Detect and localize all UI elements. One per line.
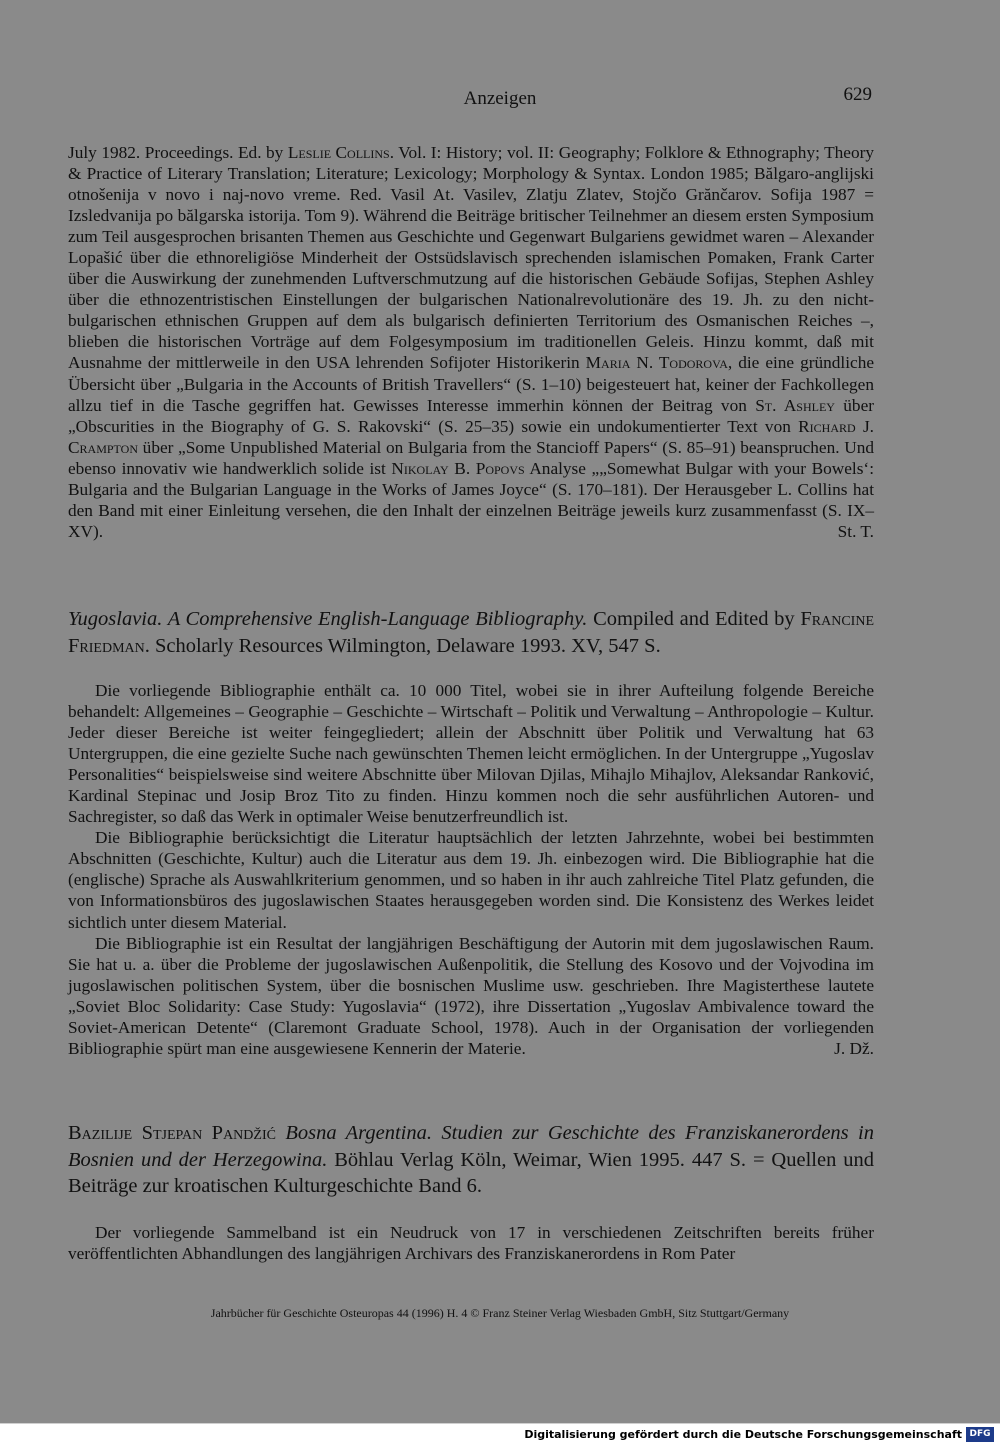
- review-text: . Vol. I: History; vol. II: Geography; Folklore & Ethnography; Theory & Practice of Literary Translation; Literature; Lexicology; Morphology & Syntax. London 1985; Bălgaro-anglijski otnošenija v novo i naj-novo vreme. Red. Vasil At. Vasilev, Zlatju Zlatev, Stojčo Grănčarov. Sofija 1987 = Izsledvanija po bălgarska istorija. Tom 9). Während die Beiträge britischer Teilnehmer an diesem ersten Symposium zum Teil ausgesprochen brisanten Themen aus Geschichte und Gegenwart Bulgariens gewidmet waren – Alexander Lopašić über die ethnoreligiöse Minderheit der Ostsüdslavisch sprechenden islamischen Pomaken, Frank Carter über die Auswirkung der zunehmenden Luftverschmutzung auf die historischen Gebäude Sofijas, Stephen Ashley über die ethnozentristischen Einstellungen der bulgarischen Nationalrevolutionäre des 19. Jh. zu den nicht-bulgarischen ethnischen Gruppen auf dem als bulgarisch definierten Territorium des Osmanischen Reiches –, blieben die historischen Vorträge auf dem Folgesymposium im traditionellen Geleis. Hinzu kommt, daß mit Ausnahme der mittlerweile in den USA lehrenden Sofijoter Historikerin: [68, 143, 874, 373]
- paragraph: Die Bibliographie berücksichtigt die Literatur hauptsächlich der letzten Jahrzehnte, wobei bei bestimmten Abschnitten (Geschichte, Kultur) auch die Literatur aus dem 19. Jh. einbezogen wird. Die Bibliographie hat die (englische) Sprache als Auswahlkriterium genommen, und so haben in ihr auch zahlreiche Titel Platz gefunden, die von Informationsbüros des jugoslawischen Staates herausgegeben worden sind. Die Konsistenz des Werkes leidet sichtlich unter diesem Material.: [68, 828, 874, 932]
- review-text: Analyse „„Somewhat Bulgar with your Bowels‘: Bulgaria and the Bulgarian Language in the Works of James Joyce“ (S. 170–181). Der Herausgeber L. Collins hat den Band mit einer Einleitung versehen, die den Inhalt der einzelnen Beiträge jeweils kurz zusammenfasst (S. IX–XV).: [68, 458, 874, 541]
- book-title: Yugoslavia. A Comprehensive English-Language Bibliography.: [68, 608, 588, 630]
- review-text: über „Some Unpublished Material on Bulgaria from the Stancioff Papers“ (S. 85–91) beanspruchen. Und ebenso innovativ wie handwerklich solide ist: [68, 437, 874, 478]
- paragraph: Die Bibliographie ist ein Resultat der langjährigen Beschäftigung der Autorin mit dem jugoslawischen Raum. Sie hat u. a. über die Probleme der jugoslawischen Außenpolitik, die Stellung des Kosovo und der Vojvodina im jugoslawischen politischen System, über die bosnischen Muslime usw. geschrieben. Ihre Magisterthese lautete „Soviet Bloc Solidarity: Case Study: Yugoslavia“ (1972), ihre Dissertation „Yugoslav Ambivalence toward the Soviet-American Detente“ (Claremont Graduate School, 1978). Auch in der Organisation der vorliegenden Bibliographie spürt man eine ausgewiesene Kennerin der Materie.: [68, 933, 874, 1058]
- review-text: über „Obscurities in the Biography of G. S. Rakovski“ (S. 25–35) sowie ein undokumentierter Text von: [68, 395, 874, 436]
- journal-citation: Jahrbücher für Geschichte Osteuropas 44 (1996) H. 4 © Franz Steiner Verlag Wiesbaden GmbH, Sitz Stuttgart/Germany: [210, 1306, 790, 1320]
- review-bosna: [68, 1222, 874, 1264]
- book-title: Bosna Argentina. Studien zur Geschichte des Franziskanerordens in Bosnien und der Herzegowina.: [68, 1122, 874, 1171]
- entry-text: Böhlau Verlag Köln, Weimar, Wien 1995. 447 S. = Quellen und Beiträge zur kroatischen Kulturgeschichte Band 6.: [68, 1148, 874, 1197]
- page-number: 629: [843, 84, 872, 105]
- author-name: Bazilije Stjepan Pandžić: [68, 1122, 276, 1144]
- bibliographic-entry-bosna: [68, 1120, 874, 1200]
- review-text: July 1982. Proceedings. Ed. by: [68, 143, 288, 162]
- reviewer-signature: J. Dž.: [834, 1038, 874, 1058]
- bibliographic-entry-yugoslavia: [68, 606, 874, 659]
- editor-name: Francine Friedman: [68, 608, 874, 657]
- editor-name: Leslie Collins: [287, 143, 390, 162]
- dfg-funding-bar: [0, 1423, 1000, 1447]
- entry-text: . Scholarly Resources Wilmington, Delaware 1993. XV, 547 S.: [144, 634, 661, 657]
- review-text: , die eine gründliche Übersicht über „Bulgaria in the Accounts of British Travellers“ (S. 1–10) beigesteuert hat, keiner der Fachkollegen allzu tief in die Tasche gegriffen hat. Gewisses Interesse immerhin können der Beitrag von: [68, 353, 875, 415]
- paragraph: Der vorliegende Sammelband ist ein Neudruck von 17 in verschiedenen Zeitschriften bereits früher veröffentlichten Abhandlungen des langjährigen Archivars des Franziskanerordens in Rom Pater: [68, 1223, 874, 1264]
- paragraph: Die vorliegende Bibliographie enthält ca. 10 000 Titel, wobei sie in ihrer Aufteilung folgende Bereiche behandelt: Allgemeines – Geographie – Geschichte – Wirtschaft – Politik und Verwaltung – Anthropologie – Kultur. Jeder dieser Bereiche ist weiter feingegliedert; allein der Abschnitt über Politik und Verwaltung hat 63 Untergruppen, die eine gezielte Suche nach gewünschten Themen leicht ermöglichen. In der Untergruppe „Yugoslav Personalities“ beispielsweise sind weitere Abschnitte über Milovan Djilas, Mihajlo Mihajlov, Aleksandar Ranković, Kardinal Stepinac und Josip Broz Tito zu finden. Hinzu kommen noch die sehr ausführlichen Autoren- und Sachregister, so daß das Werk in optimaler Weise benutzerfreundlich ist.: [68, 681, 874, 827]
- author-name: Nikolay B. Popovs: [391, 458, 525, 478]
- review-yugoslavia: [68, 680, 874, 1059]
- review-collins: [68, 142, 874, 542]
- dfg-funding-text: Digitalisierung gefördert durch die Deutsche Forschungsgemeinschaft: [524, 1428, 962, 1441]
- author-name: Maria N. Todorova: [585, 353, 728, 373]
- reviewer-signature: St. T.: [837, 521, 874, 541]
- dfg-logo: DFG: [966, 1427, 994, 1442]
- running-head: Anzeigen: [463, 88, 537, 109]
- author-name: Richard J. Crampton: [68, 416, 874, 457]
- entry-text: Compiled and Edited by: [587, 608, 801, 630]
- author-name: St. Ashley: [755, 395, 835, 415]
